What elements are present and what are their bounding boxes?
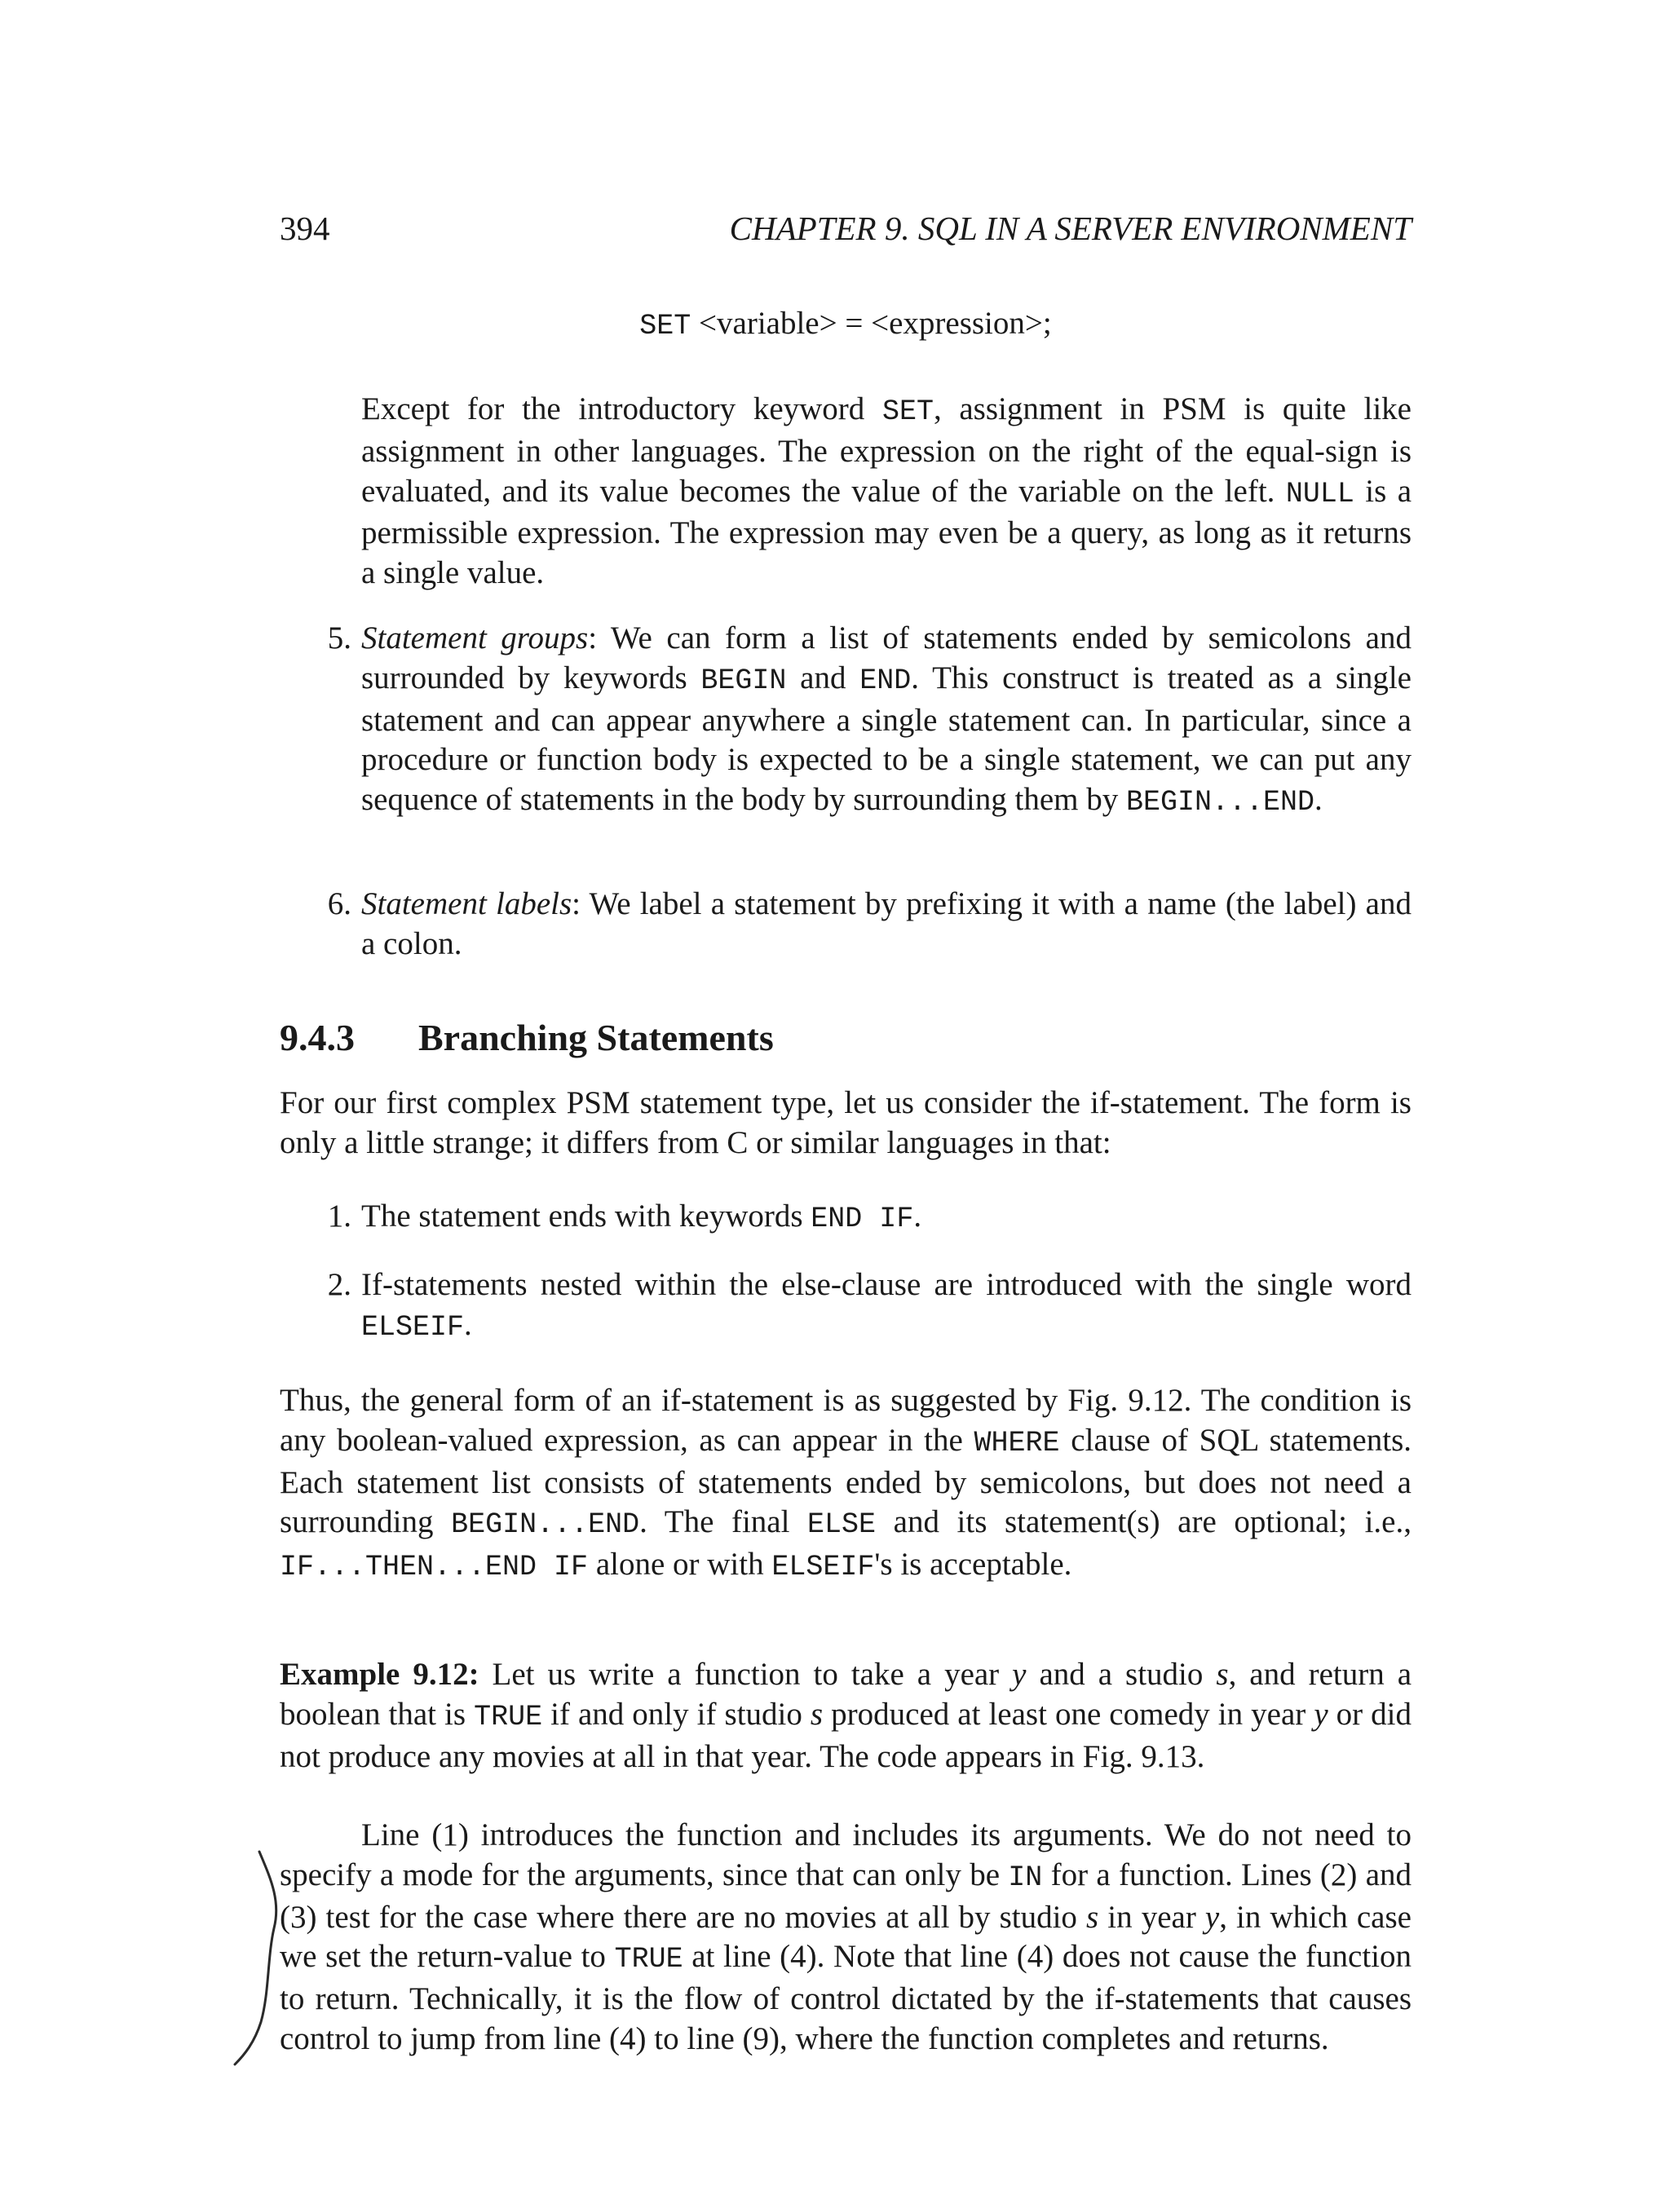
page-number: 394 — [280, 210, 330, 247]
assignment-paragraph: Except for the introductory keyword SET, assignment in PSM is quite like assignment in other languages. The expression on the right of the equal-sign is evaluated, and its value becomes the value of the variable on the left. NULL is a permissible expression. The expression may even be a query, as long as it returns a single value. — [361, 391, 1412, 591]
section-title: Branching Statements — [418, 1017, 774, 1058]
list-item-body: The statement ends with keywords END IF. — [361, 1199, 922, 1235]
list-item-body: Statement groups: We can form a list of statements ended by semicolons and surrounded by keywords BEGIN and END. This construct is treated as a single statement and can appear anywhere a single statement can. In particular, since a procedure or function body is expected to be a single statement, we can put any sequence of statements in the body by surrounding them by BEGIN...END. — [361, 620, 1412, 819]
intro-paragraph: For our first complex PSM statement type, let us consider the if-statement. The form is only a little strange; it differs from C or similar languages in that: — [280, 1085, 1412, 1160]
list-item-body: If-statements nested within the else-clause are introduced with the single word ELSEIF. — [361, 1267, 1412, 1344]
running-title: CHAPTER 9. SQL IN A SERVER ENVIRONMENT — [729, 210, 1412, 247]
list-item-number: 1. — [327, 1199, 351, 1234]
assignment-syntax — [280, 303, 1412, 347]
list-item-body: Statement labels: We label a statement by prefixing it with a name (the label) and a colon. — [361, 886, 1412, 961]
list-item-number: 2. — [327, 1267, 351, 1302]
section-heading — [280, 1015, 774, 1061]
list-item-number: 5. — [327, 620, 351, 656]
example-paragraph: Example 9.12: Let us write a function to take a year y and a studio s, and return a boolean that is TRUE if and only if studio s produced at least one comedy in year y or did not produce any movies at all in that year. The code appears in Fig. 9.13. — [280, 1657, 1412, 1774]
explanation-paragraph: Line (1) introduces the function and includes its arguments. We do not need to specify a mode for the arguments, since that can only be IN for a function. Lines (2) and (3) test for the case where there are no movies at all by studio s in year y, in which case we set the return-value to TRUE at line (4). Note that line (4) does not cause the function to return. Technically, it is the flow of control dictated by the if-statements that causes control to jump from line (4) to line (9), where the function completes and returns. — [280, 1817, 1412, 2056]
assignment-syntax-rest: <variable> = <expression>; — [691, 306, 1052, 341]
list-item-number: 6. — [327, 886, 351, 921]
example-label: Example 9.12: — [280, 1657, 479, 1692]
general-form-paragraph: Thus, the general form of an if-statement is as suggested by Fig. 9.12. The condition is any boolean-valued expression, as can appear in the WHERE clause of SQL statements. Each statement list consists of statements ended by semicolons, but does not need a surrounding BEGIN...END. The final ELSE and its statement(s) are optional; i.e., IF...THEN...END IF alone or with ELSEIF's is acceptable. — [280, 1383, 1412, 1584]
section-number: 9.4.3 — [280, 1017, 355, 1058]
set-keyword: SET — [639, 310, 691, 342]
